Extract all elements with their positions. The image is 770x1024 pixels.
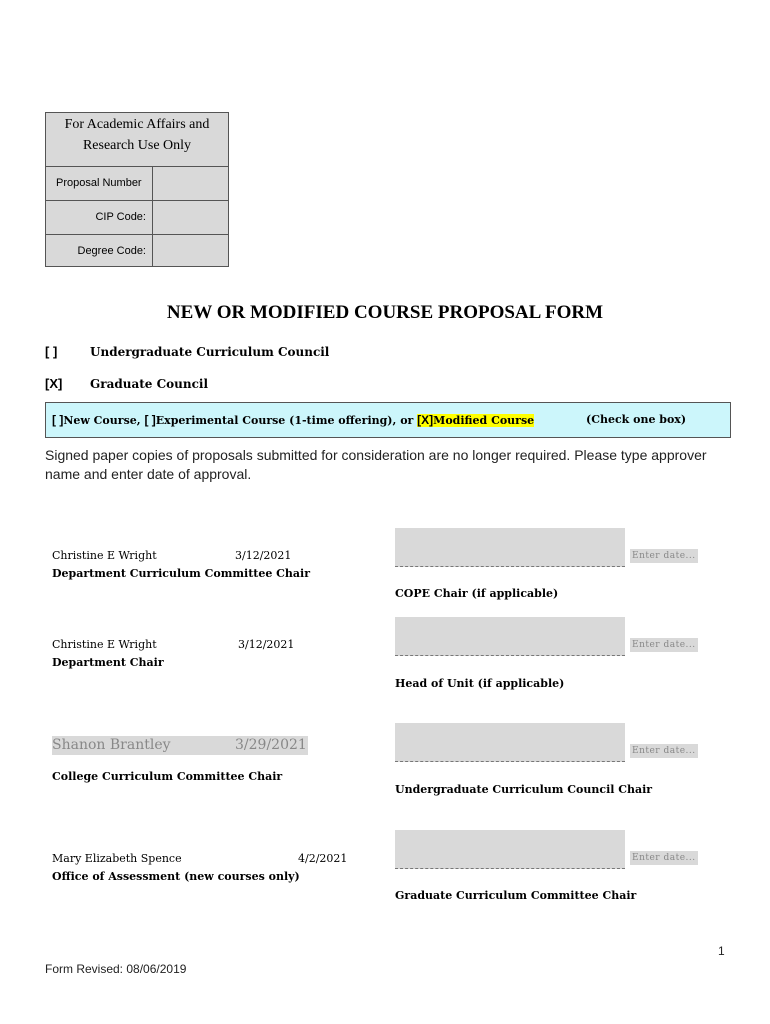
admin-box-heading: [46, 113, 228, 167]
cip-code-row: [46, 201, 228, 235]
form-title: NEW OR MODIFIED COURSE PROPOSAL FORM: [166, 302, 604, 323]
experimental-course-checkbox[interactable]: [ ]: [144, 413, 156, 427]
undergrad-checkbox[interactable]: [ ]: [45, 344, 58, 359]
graduate-council-label: Graduate Council: [90, 377, 209, 391]
approver-name-college-curriculum[interactable]: Shanon Brantley: [52, 736, 230, 755]
modified-course-label: Modified Course: [433, 414, 535, 427]
approval-date-dept-curriculum[interactable]: 3/12/2021: [235, 549, 292, 562]
page-number: 1: [718, 944, 725, 958]
council-option-graduate[interactable]: [45, 376, 208, 391]
proposal-number-label: Proposal Number: [46, 167, 153, 200]
new-course-checkbox[interactable]: [ ]: [52, 413, 64, 427]
signature-field-cope[interactable]: [395, 528, 625, 567]
role-undergrad-council-chair: Undergraduate Curriculum Council Chair: [395, 783, 653, 796]
role-dept-chair: Department Chair: [52, 656, 164, 669]
approver-name-dept-chair[interactable]: Christine E Wright: [52, 638, 157, 651]
modified-course-checkbox[interactable]: [X]: [417, 413, 434, 427]
date-field-undergrad-council[interactable]: Enter date...: [632, 746, 696, 756]
signature-field-undergrad-council[interactable]: [395, 723, 625, 762]
role-office-of-assessment: Office of Assessment (new courses only): [52, 870, 300, 883]
cip-code-label: CIP Code:: [46, 201, 153, 234]
date-field-cope[interactable]: Enter date...: [632, 551, 696, 561]
date-field-graduate-committee[interactable]: Enter date...: [632, 853, 696, 863]
degree-code-label: Degree Code:: [46, 235, 153, 266]
role-dept-curriculum-chair: Department Curriculum Committee Chair: [52, 567, 311, 580]
approver-name-dept-curriculum[interactable]: Christine E Wright: [52, 549, 157, 562]
check-one-box-note: (Check one box): [586, 413, 687, 426]
council-option-undergrad[interactable]: [45, 344, 329, 359]
or-text: or: [400, 414, 414, 427]
form-revised-date: Form Revised: 08/06/2019: [45, 962, 187, 976]
new-course-label: New Course,: [63, 414, 141, 427]
undergrad-council-label: Undergraduate Curriculum Council: [90, 345, 330, 359]
approver-name-assessment[interactable]: Mary Elizabeth Spence: [52, 852, 182, 865]
date-field-head-of-unit[interactable]: Enter date...: [632, 640, 696, 650]
approval-date-college-curriculum[interactable]: 3/29/2021: [230, 736, 308, 755]
role-head-of-unit: Head of Unit (if applicable): [395, 677, 565, 690]
approval-notice: Signed paper copies of proposals submitted for consideration are no longer required. Please type approver name and enter date of approval.: [45, 447, 707, 482]
degree-code-row: [46, 235, 228, 266]
role-cope-chair: COPE Chair (if applicable): [395, 587, 559, 600]
admin-box-heading-line1: For Academic Affairs and: [64, 117, 210, 132]
approval-date-assessment[interactable]: 4/2/2021: [298, 852, 348, 865]
approval-date-dept-chair[interactable]: 3/12/2021: [238, 638, 295, 651]
signature-field-graduate-committee[interactable]: [395, 830, 625, 869]
signature-field-head-of-unit[interactable]: [395, 617, 625, 656]
role-graduate-committee-chair: Graduate Curriculum Committee Chair: [395, 889, 637, 902]
role-college-curriculum-chair: College Curriculum Committee Chair: [52, 770, 283, 783]
course-type-selector: [45, 402, 731, 438]
admin-use-box: [45, 112, 229, 267]
experimental-course-label: Experimental Course (1-time offering),: [155, 414, 397, 427]
proposal-number-row: [46, 167, 228, 201]
graduate-checkbox[interactable]: [X]: [45, 376, 63, 391]
admin-box-heading-line2: Research Use Only: [82, 138, 192, 153]
